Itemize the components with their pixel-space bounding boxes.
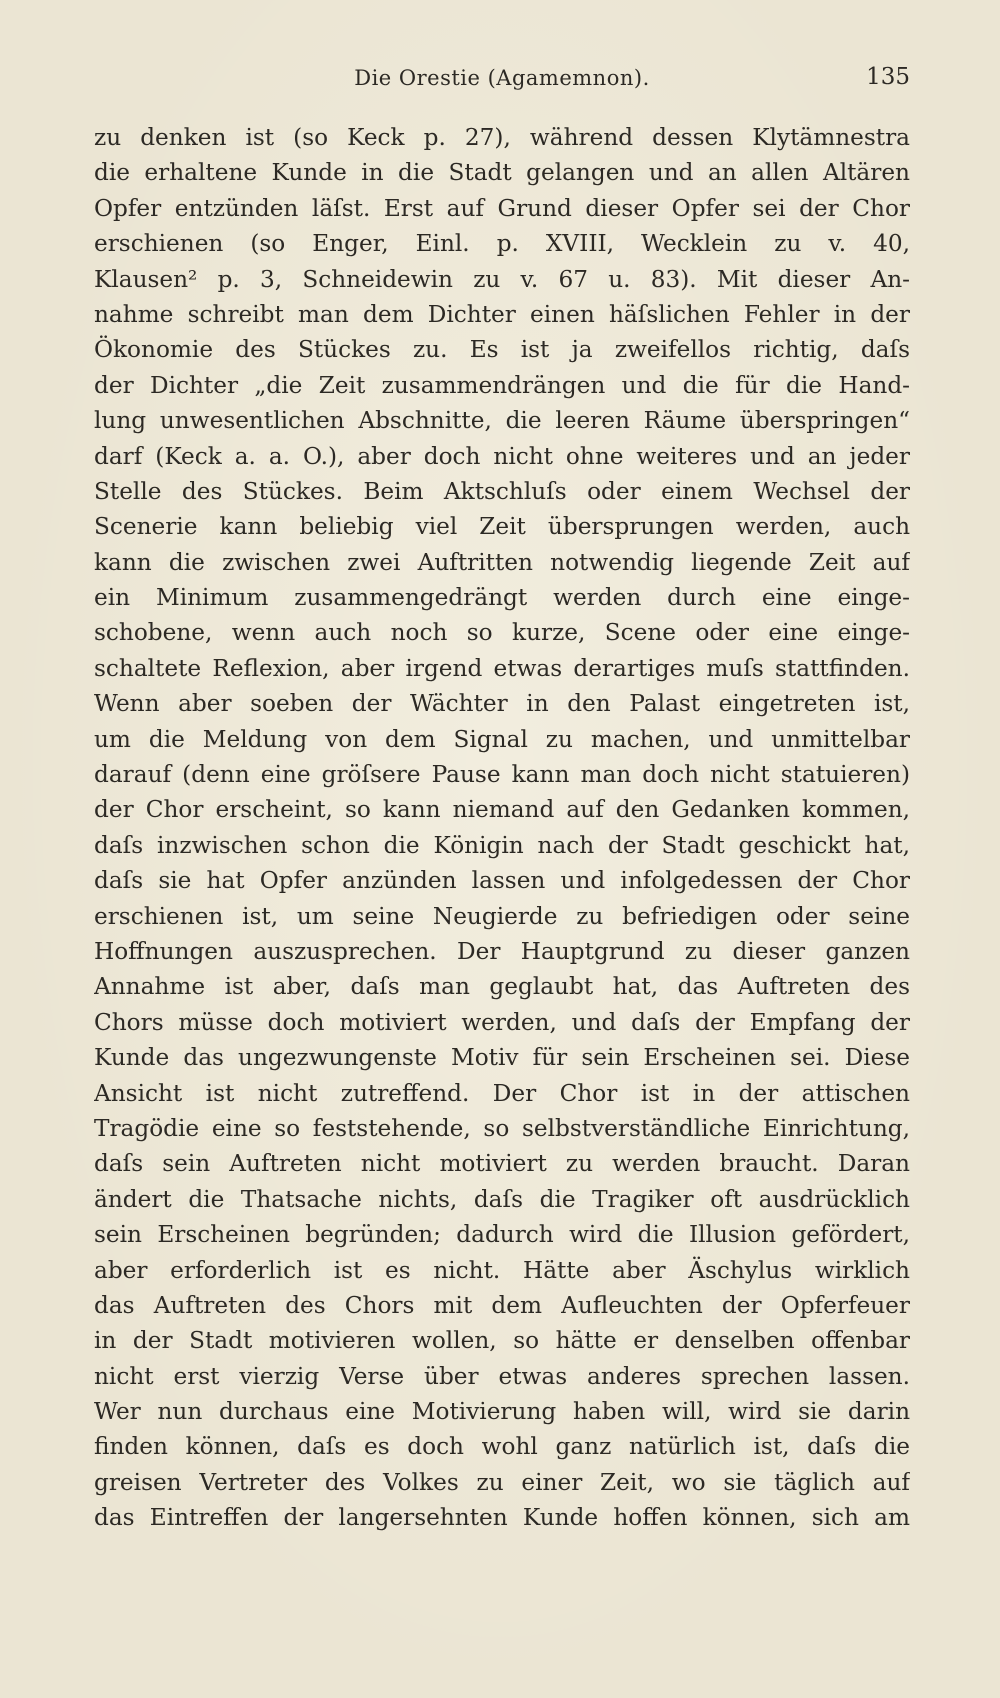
text-line: sein Erscheinen begründen; dadurch wird die Illusion gefördert, <box>94 1221 910 1249</box>
text-line: nahme schreibt man dem Dichter einen häſslichen Fehler in der <box>94 300 910 328</box>
text-line: kann die zwischen zwei Auftritten notwendig liegende Zeit auf <box>94 548 910 576</box>
text-line: greisen Vertreter des Volkes zu einer Zeit, wo sie täglich auf <box>94 1468 910 1496</box>
text-line: Hoffnungen auszusprechen. Der Hauptgrund zu dieser ganzen <box>94 937 910 965</box>
text-line: lung unwesentlichen Abschnitte, die leeren Räume überspringen“ <box>94 407 910 435</box>
text-line: zu denken ist (so Keck p. 27), während dessen Klytämnestra <box>94 124 910 151</box>
text-line: Stelle des Stückes. Beim Aktschluſs oder einem Wechsel der <box>94 477 910 505</box>
text-line: Ansicht ist nicht zutreffend. Der Chor ist in der attischen <box>94 1079 910 1107</box>
text-line: Ökonomie des Stückes zu. Es ist ja zweifellos richtig, daſs <box>94 336 910 364</box>
text-line: erschienen ist, um seine Neugierde zu befriedigen oder seine <box>94 902 910 930</box>
text-line: Klausen² p. 3, Schneidewin zu v. 67 u. 83). Mit dieser An- <box>94 265 910 293</box>
text-line: Scenerie kann beliebig viel Zeit übersprungen werden, auch <box>94 513 910 541</box>
text-line: schobene, wenn auch noch so kurze, Scene oder eine einge- <box>94 619 910 647</box>
text-line: ein Minimum zusammengedrängt werden durch eine einge- <box>94 584 910 612</box>
text-line: erschienen (so Enger, Einl. p. XVIII, Wecklein zu v. 40, <box>94 230 910 258</box>
text-line: das Eintreffen der langersehnten Kunde hoffen können, sich am <box>94 1504 910 1532</box>
text-line: daſs inzwischen schon die Königin nach der Stadt geschickt hat, <box>94 831 910 859</box>
text-line: die erhaltene Kunde in die Stadt gelangen und an allen Altären <box>94 159 910 187</box>
text-line: aber erforderlich ist es nicht. Hätte aber Äschylus wirklich <box>94 1256 910 1284</box>
text-line: ändert die Thatsache nichts, daſs die Tragiker oft ausdrücklich <box>94 1185 910 1213</box>
page-number: 135 <box>866 64 910 90</box>
text-line: Annahme ist aber, daſs man geglaubt hat, das Auftreten des <box>94 973 910 1001</box>
text-line: Kunde das ungezwungenste Motiv für sein Erscheinen sei. Diese <box>94 1044 910 1072</box>
running-title: Die Orestie (Agamemnon). <box>354 66 650 90</box>
text-line: der Dichter „die Zeit zusammendrängen und die für die Hand- <box>94 371 910 399</box>
text-line: darauf (denn eine gröſsere Pause kann man doch nicht statuieren) <box>94 761 910 789</box>
text-line: Wenn aber soeben der Wächter in den Palast eingetreten ist, <box>94 690 910 718</box>
text-line: finden können, daſs es doch wohl ganz natürlich ist, daſs die <box>94 1433 910 1461</box>
text-line: um die Meldung von dem Signal zu machen, und unmittelbar <box>94 725 910 753</box>
text-line: daſs sie hat Opfer anzünden lassen und infolgedessen der Chor <box>94 867 910 895</box>
text-line: das Auftreten des Chors mit dem Aufleuchten der Opferfeuer <box>94 1291 910 1319</box>
text-line: Tragödie eine so feststehende, so selbstverständliche Einrichtung, <box>94 1114 910 1142</box>
text-line: Opfer entzünden läſst. Erst auf Grund dieser Opfer sei der Chor <box>94 194 910 222</box>
body-text <box>94 120 910 1536</box>
text-line: Wer nun durchaus eine Motivierung haben will, wird sie darin <box>94 1398 910 1426</box>
text-line: darf (Keck a. a. O.), aber doch nicht ohne weiteres und an jeder <box>94 442 910 470</box>
text-line: der Chor erscheint, so kann niemand auf den Gedanken kommen, <box>94 796 910 824</box>
page-header <box>94 64 910 98</box>
text-line: schaltete Reflexion, aber irgend etwas derartiges muſs stattfinden. <box>94 654 910 682</box>
text-line: nicht erst vierzig Verse über etwas anderes sprechen lassen. <box>94 1362 910 1390</box>
text-line: daſs sein Auftreten nicht motiviert zu werden braucht. Daran <box>94 1150 910 1178</box>
text-line: Chors müsse doch motiviert werden, und daſs der Empfang der <box>94 1008 910 1036</box>
text-line: in der Stadt motivieren wollen, so hätte er denselben offenbar <box>94 1327 910 1355</box>
